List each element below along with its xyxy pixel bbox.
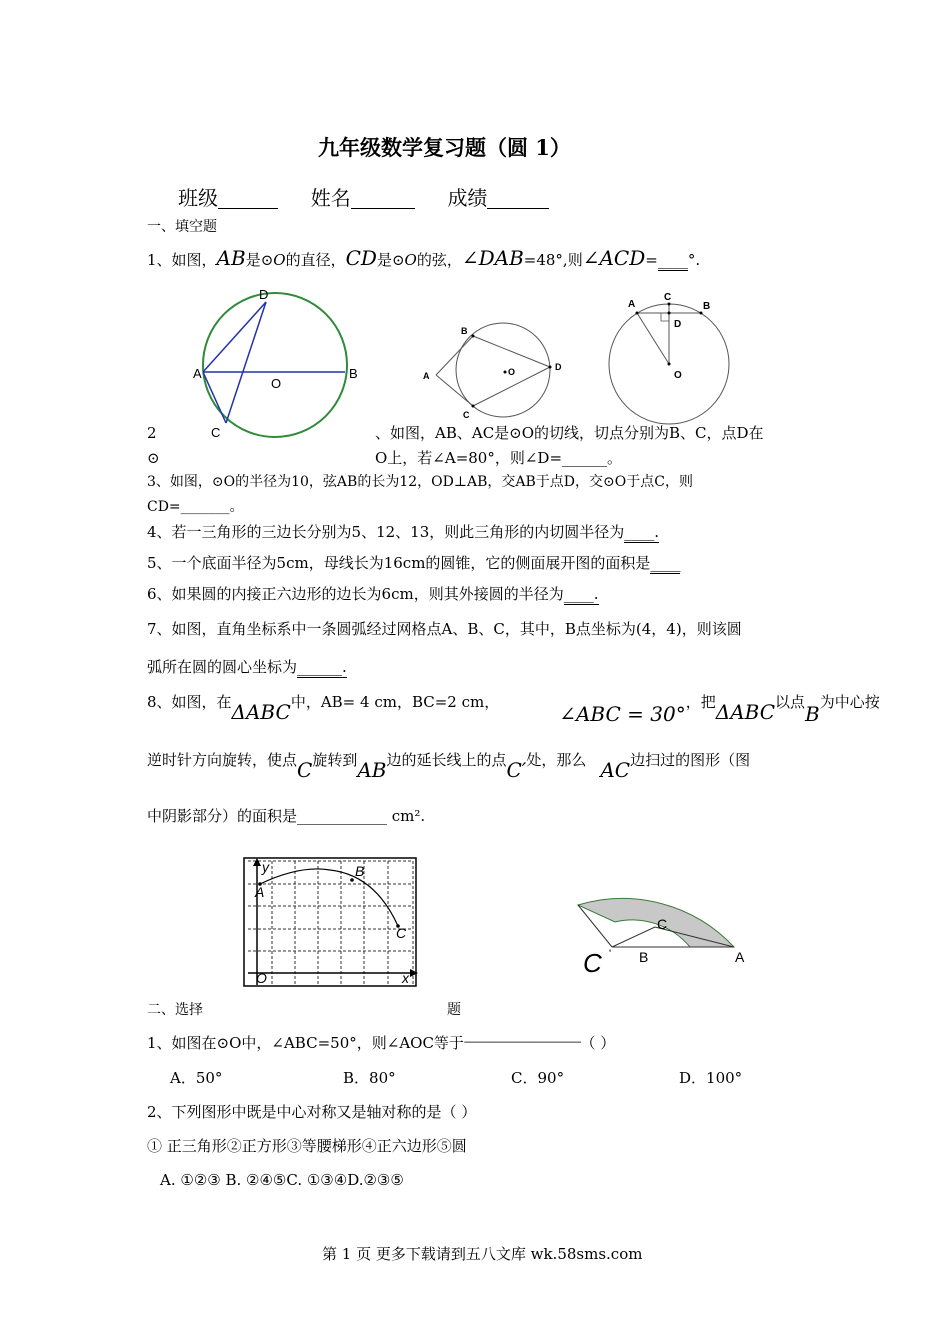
label-a: A xyxy=(735,949,745,965)
name-blank xyxy=(351,188,415,209)
question-8-line2: 逆时针方向旋转，使点C旋转到AB边的延长线上的点C′处，那么 AC边扫过的图形（图 xyxy=(147,751,751,782)
label-b: B xyxy=(703,301,711,312)
section-choice-b: 题 xyxy=(447,1002,461,1018)
label-o: O xyxy=(508,367,516,377)
name-label: 姓名 xyxy=(310,186,351,210)
question-5: 5、一个底面半径为5cm，母线长为16cm的圆锥，它的侧面展开图的面积是____ xyxy=(147,554,681,572)
label-d: D xyxy=(259,287,269,302)
mc1-option-a: A．50° xyxy=(170,1069,223,1087)
label-a: A xyxy=(628,299,636,310)
circle-o xyxy=(203,293,347,437)
mc1-option-b: B．80° xyxy=(343,1069,396,1087)
label-a: A xyxy=(255,884,265,900)
question-7-line1: 7、如图，直角坐标系中一条圆弧经过网格点A、B、C，其中，B点坐标为(4，4)，则该圆 xyxy=(147,620,742,638)
segment-bd xyxy=(473,336,550,367)
question-4: 4、若一三角形的三边长分别为5、12、13，则此三角形的内切圆半径为____. xyxy=(147,523,660,541)
question-3-line2: CD=_______。 xyxy=(147,499,244,515)
mc2-options: A. ①②③ B. ②④⑤C. ①③④D.②③⑤ xyxy=(160,1171,404,1189)
label-o: O xyxy=(256,970,267,986)
question-7-line2: 弧所在圆的圆心坐标为______. xyxy=(147,658,347,676)
label-c: C xyxy=(664,292,672,303)
label-o: O xyxy=(271,376,282,391)
question-2-circle-symbol: ⊙ xyxy=(147,449,160,467)
label-c: C xyxy=(211,425,221,440)
arc-abc xyxy=(260,869,398,926)
label-c: C xyxy=(396,925,407,941)
figure-rotation-sector xyxy=(570,860,770,980)
question-6: 6、如果圆的内接正六边形的边长为6cm，则其外接圆的半径为____. xyxy=(147,585,599,603)
segment-bc xyxy=(612,927,655,947)
label-prime-mark: ' xyxy=(609,948,612,960)
label-c: C xyxy=(463,410,470,420)
label-c-prime: C xyxy=(583,948,602,978)
page-title: 九年级数学复习题（圆 1） xyxy=(318,135,571,160)
figure-chord-perpendicular xyxy=(605,290,735,425)
figure-circle-diameter xyxy=(190,284,365,444)
label-b: B xyxy=(639,949,649,965)
question-1: 1、如图，AB是⊙O的直径，CD是⊙O的弦，∠DAB=48°,则∠ACD=____°. xyxy=(147,246,701,270)
question-8-line1: 8、如图，在ΔABC中，AB= 4 cm，BC=2 cm， ∠ABC = 30°，把ΔABC以点B为中心按 xyxy=(147,693,880,726)
score-label: 成绩 xyxy=(447,186,488,210)
page-footer: 第 1 页 更多下载请到五八文库 wk.58sms.com xyxy=(322,1245,643,1263)
label-b: B xyxy=(355,863,365,879)
label-o: O xyxy=(674,370,682,381)
chord-cd xyxy=(226,302,266,423)
score-blank xyxy=(487,188,549,209)
section-choice-a: 二、选择 xyxy=(147,1002,203,1018)
tangent-ab xyxy=(436,336,473,375)
figure-grid-arc xyxy=(240,855,420,990)
question-2-number: 2 xyxy=(147,424,157,442)
grid-border xyxy=(244,858,416,986)
label-a: A xyxy=(423,371,430,381)
grid xyxy=(248,861,413,985)
chord-ad xyxy=(203,302,266,372)
shaded-region xyxy=(578,898,734,947)
label-d: D xyxy=(555,362,562,372)
student-info-line xyxy=(178,188,549,209)
question-8-line3: 中阴影部分）的面积是____________ cm². xyxy=(147,807,426,825)
class-label: 班级 xyxy=(178,186,218,210)
question-3-line1: 3、如图，⊙O的半径为10，弦AB的长为12，OD⊥AB，交AB于点D，交⊙O于点C，则 xyxy=(147,474,693,490)
tangent-ac xyxy=(436,375,473,406)
circle-o xyxy=(456,323,550,417)
label-b: B xyxy=(349,366,358,381)
label-d: D xyxy=(674,319,682,330)
label-a: A xyxy=(193,366,202,381)
class-blank xyxy=(218,188,278,209)
section-fill-blank: 一、填空题 xyxy=(147,219,217,235)
mc1-option-c: C．90° xyxy=(511,1069,565,1087)
label-y: y xyxy=(262,859,269,875)
question-2-line2: O上，若∠A=80°，则∠D=______。 xyxy=(375,449,623,467)
mc-question-1: 1、如图在⊙O中，∠ABC=50°，则∠AOC等于-------------------------------------------------（ ） xyxy=(147,1034,616,1052)
question-2-line1: 、如图，AB、AC是⊙O的切线，切点分别为B、C，点D在 xyxy=(375,424,764,442)
label-c: C xyxy=(657,916,668,932)
mc1-option-d: D．100° xyxy=(679,1069,743,1087)
figure-tangent-lines xyxy=(420,320,570,425)
label-x: x xyxy=(402,970,409,986)
mc2-items: ① 正三角形②正方形③等腰梯形④正六边形⑤圆 xyxy=(147,1137,467,1155)
mc-question-2: 2、下列图形中既是中心对称又是轴对称的是（ ） xyxy=(147,1103,477,1121)
label-b: B xyxy=(461,326,468,336)
chord-ac xyxy=(203,372,226,423)
